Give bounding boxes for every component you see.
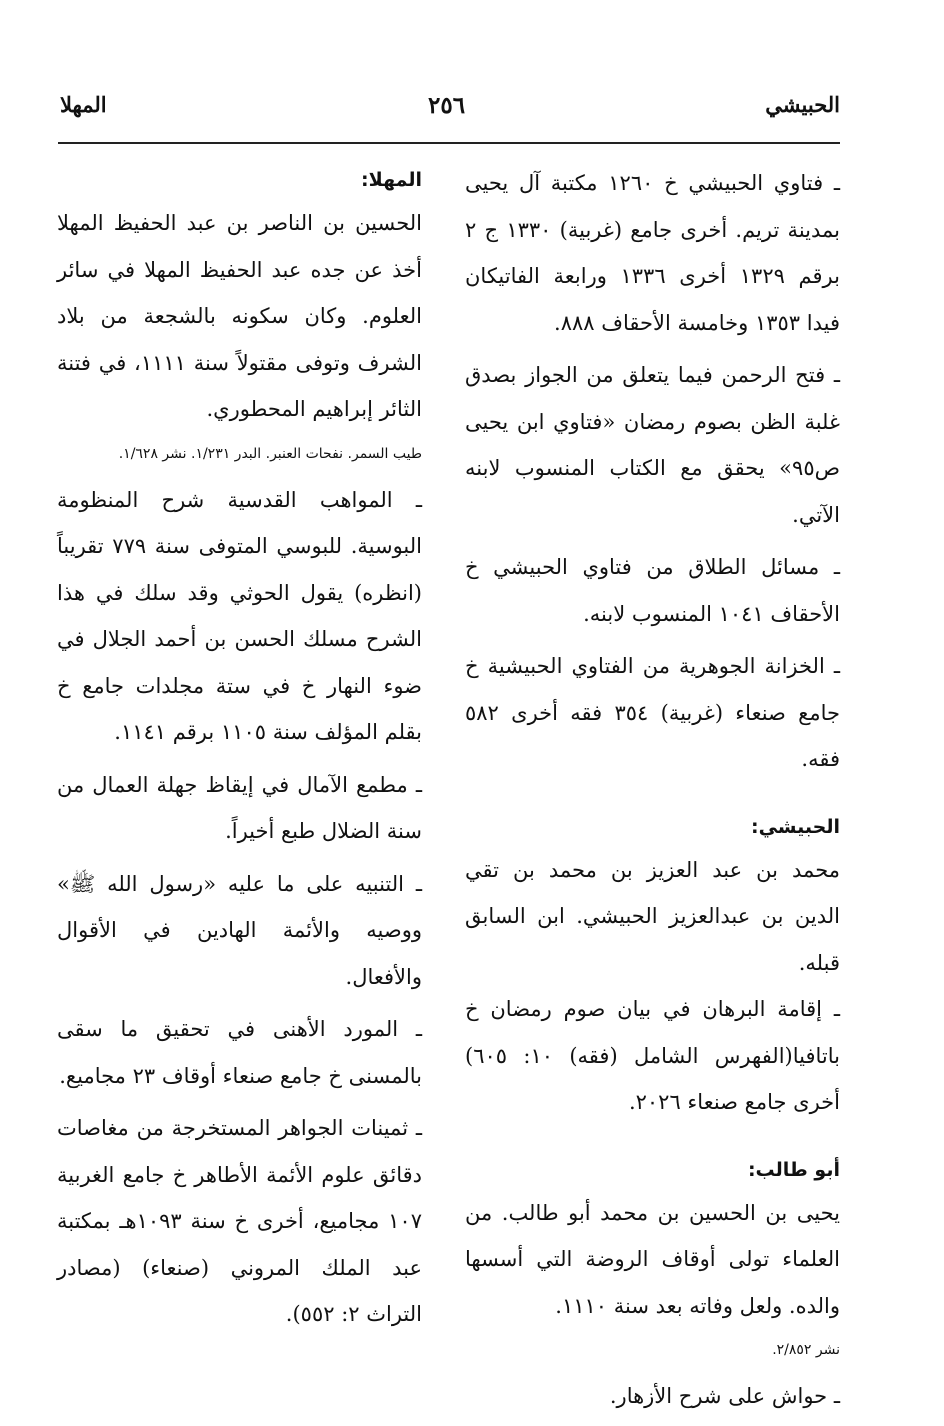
list-item: ـ مطمع الآمال في إيقاظ جهلة العمال من سنة الضلال طبع أخيراً. — [57, 762, 422, 855]
spacer — [465, 1132, 840, 1150]
spacer — [465, 789, 840, 807]
list-item: ـ فتح الرحمن فيما يتعلق من الجواز بصدق غلبة الظن بصوم رمضان «فتاوي ابن يحيى ص٩٥» يحقق مع الكتاب المنسوب لابنه الآتي. — [465, 352, 840, 538]
entry-references: نشر ٢/٨٥٢. — [772, 1342, 840, 1358]
entry-biography: يحيى بن الحسين بن محمد أبو طالب. من العلماء تولى أوقاف الروضة التي أسسها والده. ولعل وفاته بعد سنة ١١١٠. — [465, 1200, 840, 1318]
list-item: ـ إقامة البرهان في بيان صوم رمضان خ باتافيا(الفهرس الشامل (فقه) ١٠: ٦٠٥) أخرى جامع صنعاء ٢٠٢٦. — [465, 986, 840, 1126]
entry-heading: الحبيشي: — [750, 815, 840, 838]
running-header-right: الحبيشي — [765, 92, 840, 117]
list-item: ـ ثمينات الجواهر المستخرجة من مغاصات دقائق علوم الأئمة الأطاهر خ جامع الغربية ١٠٧ مجاميع، أخرى خ سنة ١٠٩٣هـ بمكتبة عبد الملك المروني (صنعاء) (مصادر التراث ٢: ٥٥٢). — [57, 1105, 422, 1338]
left-column — [57, 160, 422, 1344]
entry-heading: المهلا: — [361, 169, 422, 191]
header-rule — [58, 142, 840, 144]
entry-biography: الحسين بن الناصر بن عبد الحفيظ المهلا أخذ عن جده عبد الحفيظ المهلا في سائر العلوم. وكان سكونه بالشجعة من بلاد الشرف وتوفى مقتولاً سنة ١١١١، في فتنة الثائر إبراهيم المحطوري. — [57, 211, 422, 421]
list-item: ـ مسائل الطلاق من فتاوي الحبيشي خ الأحقاف ١٠٤١ المنسوب لابنه. — [465, 544, 840, 637]
list-item: ـ فتاوي الحبيشي خ ١٢٦٠ مكتبة آل يحيى بمدينة تريم. أخرى جامع (غربية) ١٣٣٠ ج ٢ برقم ١٣٢٩ أخرى ١٣٣٦ ورابعة الفاتيكان فيدا ١٣٥٣ وخامسة الأحقاف ٨٨٨. — [465, 160, 840, 346]
entry-heading: أبو طالب: — [747, 1158, 840, 1181]
list-item: ـ المورد الأهنى في تحقيق ما سقى بالمسنى خ جامع صنعاء أوقاف ٢٣ مجاميع. — [57, 1006, 422, 1099]
right-column — [465, 160, 840, 1426]
entry-references: طيب السمر. نفحات العنبر. البدر ١/٢٣١. نشر ١/٦٢٨. — [118, 445, 422, 462]
list-item: ـ الخزانة الجوهرية من الفتاوي الحبيشية خ جامع صنعاء (غربية) ٣٥٤ فقه أخرى ٥٨٢ فقه. — [465, 643, 840, 783]
running-header-left: المهلا — [60, 92, 107, 117]
list-item: ـ التنبيه على ما عليه «رسول الله ﷺ» ووصيه والأئمة الهادين في الأقوال والأفعال. — [57, 861, 422, 1001]
list-item: ـ المواهب القدسية شرح المنظومة البوسية. للبوسي المتوفى سنة ٧٧٩ تقريباً (انظره) يقول الحوثي وقد سلك في هذا الشرح مسلك الحسن بن أحمد الجلال في ضوء النهار خ في ستة مجلدات جامع خ بقلم المؤلف سنة ١١٠٥ برقم ١١٤١. — [57, 477, 422, 756]
entry-biography: محمد بن عبد العزيز بن محمد بن تقي الدين بن عبدالعزيز الحبيشي. ابن السابق قبله. — [465, 857, 840, 975]
page-number: ٢٥٦ — [428, 92, 466, 119]
list-item: ـ حواش على شرح الأزهار. — [465, 1373, 840, 1420]
